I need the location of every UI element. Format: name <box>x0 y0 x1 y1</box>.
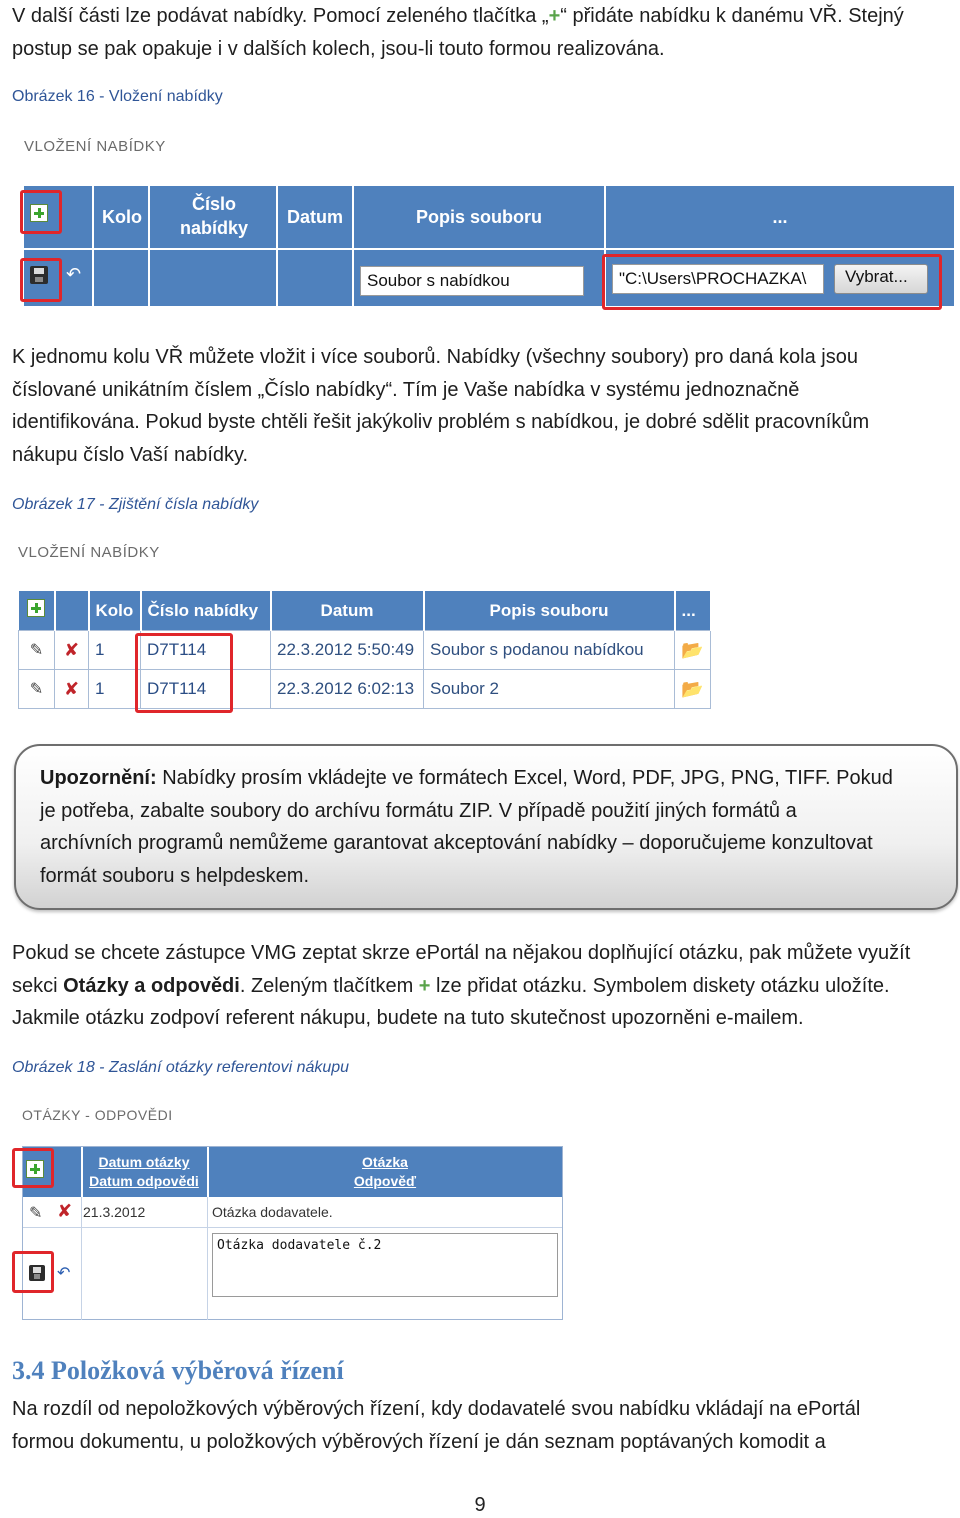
fig16-offer-grid <box>24 186 954 306</box>
row-datum: 22.3.2012 6:02:13 <box>271 670 424 709</box>
fig18-questions-grid <box>22 1146 563 1320</box>
green-plus-symbol: + <box>418 974 431 997</box>
para2-line-2: číslované unikátním číslem „Číslo nabídky“. Tím je Vaše nabídka v systému jednoznačně <box>12 378 800 401</box>
header-date-answer[interactable]: Datum odpovědi <box>89 1173 199 1189</box>
fig16-col-popis: Popis souboru <box>416 206 542 227</box>
para3-line-3: Jakmile otázku zodpoví referent nákupu, budete na tuto skutečnost upozorněni e-mailem. <box>12 1007 804 1029</box>
edit-button[interactable] <box>19 631 55 670</box>
delete-x-icon: ✘ <box>57 1201 73 1221</box>
section34-paragraph <box>12 1393 957 1458</box>
fig16-col-kolo: Kolo <box>102 206 142 227</box>
highlight-save-button <box>20 258 62 302</box>
para2-line-3: identifikována. Pokud byste chtěli řešit jakýkoliv problém s nabídkou, je dobré sdělit pracovníkům <box>12 411 870 433</box>
pencil-icon: ✎ <box>29 1205 43 1222</box>
header-answer[interactable]: Odpověď <box>353 1173 417 1189</box>
pencil-icon: ✎ <box>29 681 44 698</box>
header-date-question[interactable]: Datum otázky <box>98 1154 190 1170</box>
delete-button[interactable] <box>55 631 89 670</box>
fig17-header-row <box>19 591 711 631</box>
pencil-icon: ✎ <box>29 642 44 659</box>
delete-button[interactable] <box>55 670 89 709</box>
folder-icon: 📂 <box>681 678 704 699</box>
fig18-header-row <box>23 1147 562 1197</box>
highlight-offer-number <box>135 633 233 713</box>
row-cislo: D7T114 <box>141 670 271 709</box>
notice-line-3: archívních programů nemůžeme garantovat akceptování nabídky – doporučujeme konzultovat <box>40 832 873 854</box>
fig18-section-title: OTÁZKY - ODPOVĚDI <box>22 1107 173 1123</box>
page-number: 9 <box>474 1494 486 1516</box>
delete-x-icon: ✘ <box>63 639 80 660</box>
fig16-header-row <box>24 186 954 248</box>
section-heading: 3.4 Položková výběrová řízení <box>12 1356 344 1385</box>
open-file-button[interactable] <box>675 631 711 670</box>
sort-by-question-link[interactable] <box>209 1153 561 1191</box>
para3-line-1: Pokud se chcete zástupce VMG zeptat skrze ePortál na nějakou doplňující otázku, pak můžete využít <box>12 942 911 964</box>
delete-button[interactable] <box>57 1201 72 1222</box>
undo-icon[interactable]: ↶ <box>57 1265 71 1282</box>
figure-18-caption: Obrázek 18 - Zaslání otázky referentovi nákupu <box>12 1059 350 1076</box>
para2-line-4: nákupu číslo Vaší nabídky. <box>12 443 249 466</box>
fig17-col-kolo: Kolo <box>89 591 141 631</box>
fig17-col-more: ... <box>675 591 711 631</box>
para2-line-1: K jednomu kolu VŘ můžete vložit i více souborů. Nabídky (všechny soubory) pro daná kola jsou <box>12 346 858 368</box>
edit-button[interactable] <box>29 1203 42 1223</box>
intro-line-1: V další části lze podávat nabídky. Pomocí zeleného tlačítka „+“ přidáte nabídku k danému VŘ. Stejný <box>12 5 904 27</box>
fig17-empty-header <box>55 591 89 631</box>
fig17-col-popis: Popis souboru <box>424 591 675 631</box>
fig17-col-cislo: Číslo nabídky <box>141 591 271 631</box>
question-input[interactable]: Otázka dodavatele č.2 <box>212 1233 558 1297</box>
row-popis: Soubor 2 <box>424 670 675 709</box>
header-question[interactable]: Otázka <box>362 1154 408 1170</box>
fig16-section-title: VLOŽENÍ NABÍDKY <box>24 138 166 155</box>
notice-box <box>14 744 958 910</box>
paragraph-offer-numbers <box>12 341 957 471</box>
add-offer-button[interactable] <box>19 591 55 631</box>
plus-icon <box>27 599 45 617</box>
browse-button[interactable]: Vybrat... <box>834 264 928 294</box>
row-popis: Soubor s podanou nabídkou <box>424 631 675 670</box>
intro-line-2: postup se pak opakuje i v dalších kolech, jsou-li touto formou realizována. <box>12 37 665 60</box>
highlight-add-button <box>20 190 62 234</box>
sort-by-date-link[interactable] <box>83 1153 205 1191</box>
fig17-offers-table <box>18 591 712 709</box>
notice-label: Upozornění: <box>40 767 157 789</box>
folder-icon: 📂 <box>681 639 704 660</box>
notice-line-1: Upozornění: Nabídky prosím vkládejte ve formátech Excel, Word, PDF, JPG, PNG, TIFF. Pokud <box>40 767 893 789</box>
file-path-input[interactable]: "C:\Users\PROCHAZKA\ <box>612 264 824 294</box>
file-description-input[interactable]: Soubor s nabídkou <box>360 266 584 296</box>
figure-16-caption: Obrázek 16 - Vložení nabídky <box>12 88 223 105</box>
questions-section-name: Otázky a odpovědi <box>63 974 240 997</box>
intro-paragraph <box>12 0 957 65</box>
highlight-file-input <box>602 254 942 310</box>
fig16-col-cislo: Číslo nabídky <box>179 194 249 238</box>
table-row <box>19 631 711 670</box>
green-plus-symbol: + <box>548 5 561 27</box>
question-date: 21.3.2012 <box>83 1204 146 1220</box>
open-file-button[interactable] <box>675 670 711 709</box>
row-kolo: 1 <box>89 631 141 670</box>
notice-line-4: formát souboru s helpdeskem. <box>40 864 310 887</box>
para3-line-2: sekci Otázky a odpovědi. Zeleným tlačítkem + lze přidat otázku. Symbolem diskety otázku uložíte. <box>12 974 890 997</box>
row-datum: 22.3.2012 5:50:49 <box>271 631 424 670</box>
fig17-section-title: VLOŽENÍ NABÍDKY <box>18 544 160 561</box>
edit-button[interactable] <box>19 670 55 709</box>
paragraph-questions <box>12 937 957 1035</box>
highlight-add-question <box>12 1148 54 1188</box>
undo-icon[interactable]: ↶ <box>66 264 82 284</box>
table-row <box>23 1197 562 1228</box>
section34-line-2: formou dokumentu, u položkových výběrových řízení je dán seznam poptávaných komodit a <box>12 1430 826 1453</box>
question-text: Otázka dodavatele. <box>212 1204 333 1220</box>
section34-line-1: Na rozdíl od nepoložkových výběrových řízení, kdy dodavatelé svou nabídku vkládají na ePortál <box>12 1398 861 1420</box>
row-cislo: D7T114 <box>141 631 271 670</box>
fig16-col-more: ... <box>772 206 788 227</box>
delete-x-icon: ✘ <box>63 678 80 699</box>
highlight-save-question <box>12 1251 54 1293</box>
new-question-row <box>23 1228 562 1320</box>
notice-line-2: je potřeba, zabalte soubory do archívu formátu ZIP. V případě použití jiných formátů a <box>40 799 797 822</box>
row-kolo: 1 <box>89 670 141 709</box>
figure-17-caption: Obrázek 17 - Zjištění čísla nabídky <box>12 496 259 513</box>
fig16-col-datum: Datum <box>286 206 343 227</box>
fig17-col-datum: Datum <box>271 591 424 631</box>
table-row <box>19 670 711 709</box>
